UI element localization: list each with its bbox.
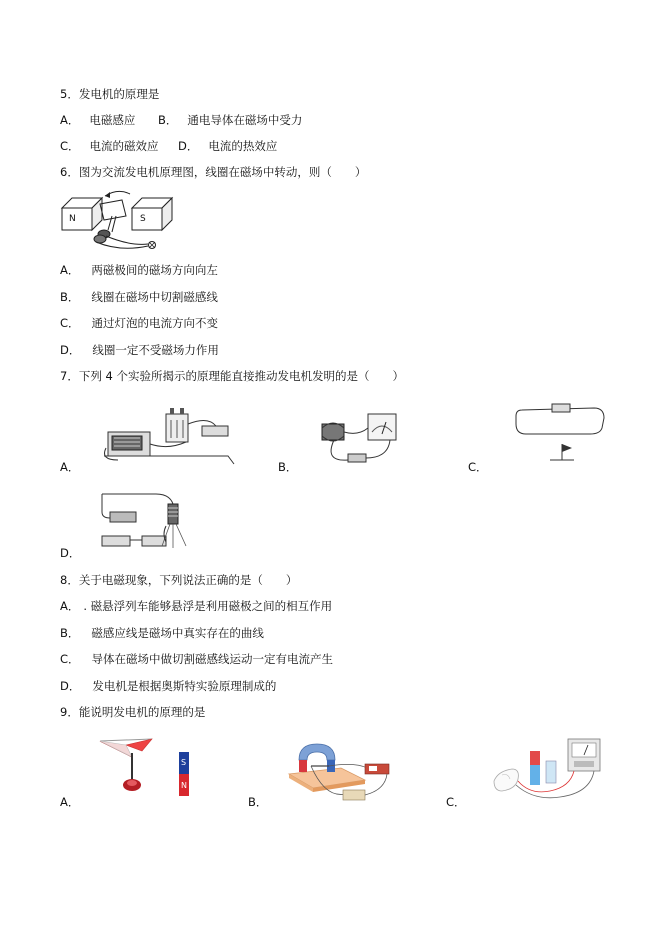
q6-north-pole-label: N: [69, 214, 76, 224]
q9-option-a-label[interactable]: A．: [60, 795, 80, 809]
q7-experiment-d-figure: [96, 490, 194, 552]
q7-experiment-a-figure: [98, 404, 238, 466]
q6-option-b-letter: B．: [60, 290, 80, 304]
q5-option-d-text: 电流的热效应: [208, 139, 278, 153]
q5-option-c-text: 电流的磁效应: [89, 139, 159, 153]
q6-option-d[interactable]: [60, 343, 219, 357]
q6-option-d-text: 线圈一定不受磁场力作用: [92, 343, 219, 357]
q8-option-c-text: 导体在磁场中做切割磁感线运动一定有电流产生: [91, 652, 334, 666]
q7-option-b-label[interactable]: B．: [278, 460, 298, 474]
q8-option-d-text: 发电机是根据奥斯特实验原理制成的: [92, 679, 277, 693]
q6-option-d-letter: D．: [60, 343, 81, 357]
q8-option-c-letter: C．: [60, 652, 80, 666]
q7-experiment-b-figure: [318, 410, 406, 466]
q6-stem: 6．图为交流发电机原理图，线圈在磁场中转动，则（ ）: [60, 165, 367, 179]
q5-option-b-letter: B．: [158, 113, 178, 127]
q9-stem: 9．能说明发电机的原理的是: [60, 705, 206, 719]
q5-option-c[interactable]: [60, 139, 159, 153]
q7-option-d-label[interactable]: D．: [60, 546, 81, 560]
q9-option-b-figure: [285, 740, 395, 804]
q5-stem: 5．发电机的原理是: [60, 87, 160, 101]
q6-option-c[interactable]: [60, 316, 218, 330]
q5-option-a[interactable]: [60, 113, 135, 127]
q8-option-d[interactable]: [60, 679, 276, 693]
q7-option-c-label[interactable]: C．: [468, 460, 488, 474]
q8-stem: 8．关于电磁现象，下列说法正确的是（ ）: [60, 573, 298, 587]
q6-option-c-text: 通过灯泡的电流方向不变: [91, 316, 219, 330]
q6-option-b[interactable]: [60, 290, 218, 304]
q9-option-b-label[interactable]: B．: [248, 795, 268, 809]
q8-option-d-letter: D．: [60, 679, 81, 693]
q5-option-b[interactable]: [158, 113, 302, 127]
q7-experiment-c-figure: [512, 400, 606, 464]
q8-option-b-letter: B．: [60, 626, 80, 640]
q5-option-a-text: 电磁感应: [89, 113, 136, 127]
q6-option-a-letter: A．: [60, 263, 80, 277]
q8-option-a-text: . 磁悬浮列车能够悬浮是利用磁极之间的相互作用: [83, 599, 333, 613]
q5-option-a-letter: A．: [60, 113, 80, 127]
q8-option-a[interactable]: [60, 599, 332, 613]
q7-stem: 7．下列 4 个实验所揭示的原理能直接推动发电机发明的是（ ）: [60, 369, 404, 383]
q7-option-a-label[interactable]: A．: [60, 460, 80, 474]
q5-option-c-letter: C．: [60, 139, 80, 153]
q8-option-b[interactable]: [60, 626, 264, 640]
q8-option-c[interactable]: [60, 652, 333, 666]
q6-south-pole-label: S: [140, 214, 146, 224]
q9-magnet-north-label: N: [181, 781, 187, 790]
q9-option-c-label[interactable]: C．: [446, 795, 466, 809]
q5-option-d-letter: D．: [178, 139, 199, 153]
q8-option-b-text: 磁感应线是磁场中真实存在的曲线: [91, 626, 264, 640]
q6-option-c-letter: C．: [60, 316, 80, 330]
q9-option-a-figure: [98, 735, 198, 801]
q9-option-c-figure: [490, 735, 604, 803]
q6-option-a[interactable]: [60, 263, 218, 277]
q5-option-b-text: 通电导体在磁场中受力: [187, 113, 303, 127]
q9-magnet-south-label: S: [181, 758, 187, 767]
q6-option-b-text: 线圈在磁场中切割磁感线: [91, 290, 218, 304]
q6-generator-figure: [60, 186, 178, 252]
q8-option-a-letter: A．: [60, 599, 80, 613]
q6-option-a-text: 两磁极间的磁场方向向左: [91, 263, 218, 277]
q5-option-d[interactable]: [178, 139, 277, 153]
